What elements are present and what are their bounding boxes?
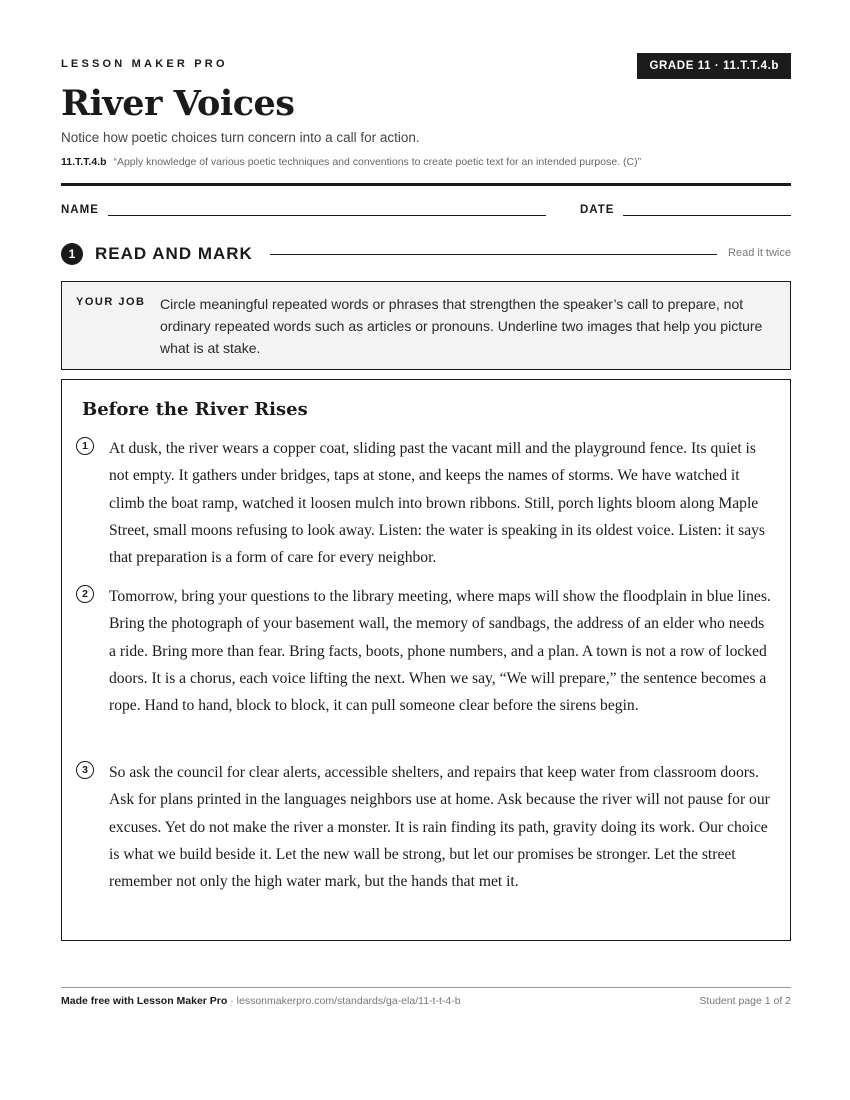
footer-url[interactable]: · lessonmakerpro.com/standards/ga-ela/11-t-t-4-b: [227, 995, 461, 1007]
section-note: Read it twice: [728, 247, 791, 259]
brand-name: LESSON MAKER PRO: [61, 58, 228, 70]
stanza-3: [76, 759, 776, 895]
section-number-badge: 1: [61, 243, 83, 265]
stanza-2: [76, 583, 776, 719]
header-divider: [61, 183, 791, 186]
name-field[interactable]: [108, 215, 546, 216]
name-label: NAME: [61, 204, 99, 216]
section-title: READ AND MARK: [95, 244, 253, 263]
page-title: River Voices: [61, 83, 295, 124]
stanza-text: So ask the council for clear alerts, accessible shelters, and repairs that keep water from classroom doors. Ask for plans printed in the languages neighbors use at home. Ask because the river will not pause for our excuses. Yet do not make the river a monster. It is rain finding its path, gravity doing its work. Our choice is what we build beside it. Let the new wall be strong, but let our promises be stronger. Let the street remember not only the high water mark, but the hands that met it.: [109, 764, 770, 891]
stanza-number-badge: 1: [76, 437, 94, 455]
date-field[interactable]: [623, 215, 791, 216]
instructions-box: [61, 281, 791, 370]
standard-line: [61, 156, 641, 168]
section-divider: [270, 254, 717, 255]
date-label: DATE: [580, 204, 615, 216]
poem-box: [61, 379, 791, 941]
footer-divider: [61, 987, 791, 988]
stanza-text: Tomorrow, bring your questions to the library meeting, where maps will show the floodplain in blue lines. Bring the photograph of your basement wall, the memory of sandbags, the address of an elder who needs a ride. Bring more than fear. Bring facts, boots, phone numbers, and a plan. A town is not a row of locked doors. It is a chorus, each voice lifting the next. When we say, “We will prepare,” the sentence becomes a rope. Hand to hand, block to block, it can pull someone clear before the sirens begin.: [109, 588, 771, 715]
instructions-label: YOUR JOB: [76, 296, 146, 308]
standard-text: “Apply knowledge of various poetic techniques and conventions to create poetic text for an intended purpose. (C)”: [113, 156, 642, 168]
section-header: [61, 243, 791, 265]
footer-made-with: Made free with Lesson Maker Pro: [61, 995, 228, 1007]
stanza-1: [76, 435, 776, 571]
instructions-text: Circle meaningful repeated words or phrases that strengthen the speaker’s call to prepare, not ordinary repeated words such as articles or pronouns. Underline two images that help you picture what is at stake.: [160, 296, 763, 356]
stanza-text: At dusk, the river wears a copper coat, sliding past the vacant mill and the playground fence. Its quiet is not empty. It gathers under bridges, taps at stone, and keeps the names of storms. We have watched it climb the boat ramp, watched it loosen mulch into brown ribbons. Still, porch lights bloom along Maple Street, small moons refusing to look away. Listen: the water is speaking in its oldest voice. Listen: it says that preparation is a form of care for every neighbor.: [109, 440, 765, 567]
footer-page-number: Student page 1 of 2: [699, 995, 791, 1007]
standard-code: 11.T.T.4.b: [61, 156, 107, 168]
stanza-number-badge: 2: [76, 585, 94, 603]
grade-badge: GRADE 11 · 11.T.T.4.b: [637, 53, 791, 79]
footer-credit: [61, 995, 461, 1007]
page-subtitle: Notice how poetic choices turn concern into a call for action.: [61, 130, 420, 145]
poem-title: Before the River Rises: [82, 399, 308, 420]
stanza-number-badge: 3: [76, 761, 94, 779]
